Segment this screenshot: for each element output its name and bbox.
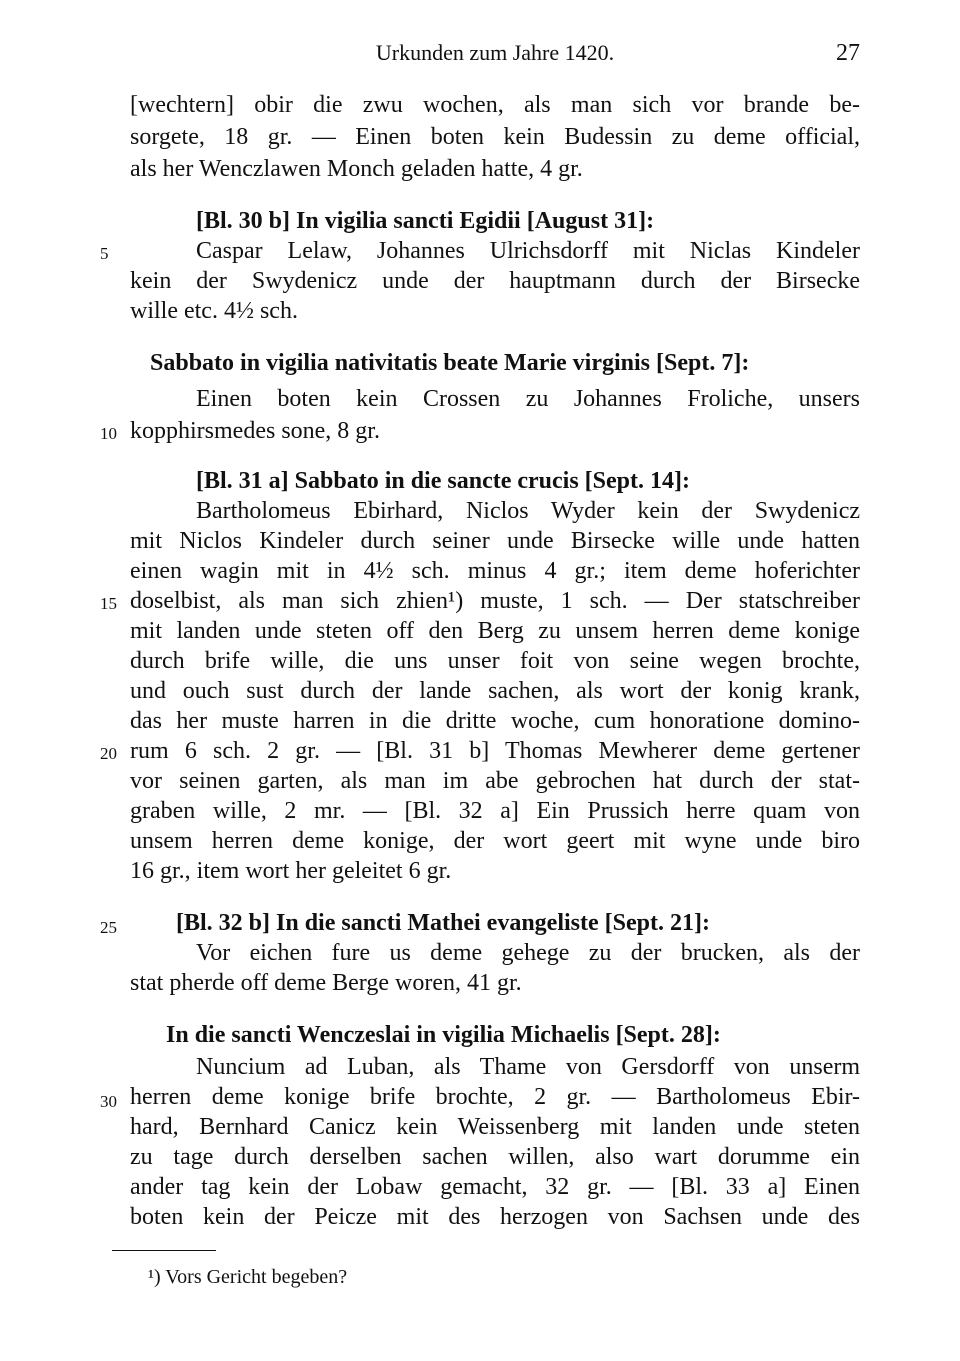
text-line: Vor eichen fure us deme gehege zu der brucken, als der	[196, 940, 860, 966]
text-line: rum 6 sch. 2 gr. — [Bl. 31 b] Thomas Mewherer deme gertener	[130, 738, 860, 764]
line-number: 10	[100, 424, 117, 443]
text-line: als her Wenczlawen Monch geladen hatte, 4 gr.	[130, 156, 583, 182]
text-line: [wechtern] obir die zwu wochen, als man sich vor brande be-	[130, 92, 860, 118]
line-number: 30	[100, 1092, 117, 1111]
text-line: Nuncium ad Luban, als Thame von Gersdorff von unserm	[196, 1054, 860, 1080]
text-line: kopphirsmedes sone, 8 gr.	[130, 418, 380, 444]
section-heading: [Bl. 32 b] In die sancti Mathei evangeliste [Sept. 21]:	[176, 910, 710, 936]
page-number: 27	[836, 40, 860, 66]
text-line: doselbist, als man sich zhien¹) muste, 1 sch. — Der statschreiber	[130, 588, 860, 614]
text-line: das her muste harren in die dritte woche, cum honoratione domino-	[130, 708, 860, 734]
line-number: 20	[100, 744, 117, 763]
section-heading: [Bl. 30 b] In vigilia sancti Egidii [August 31]:	[196, 208, 655, 234]
section-heading: Sabbato in vigilia nativitatis beate Marie virginis [Sept. 7]:	[150, 350, 750, 376]
running-title: Urkunden zum Jahre 1420.	[375, 40, 615, 65]
line-number: 25	[100, 918, 117, 937]
running-header	[130, 40, 860, 74]
text-line: Einen boten kein Crossen zu Johannes Froliche, unsers	[196, 386, 860, 412]
text-line: stat pherde off deme Berge woren, 41 gr.	[130, 970, 522, 996]
text-line: boten kein der Peicze mit des herzogen von Sachsen unde des	[130, 1204, 860, 1230]
section-heading: In die sancti Wenczeslai in vigilia Michaelis [Sept. 28]:	[166, 1022, 721, 1048]
text-line: sorgete, 18 gr. — Einen boten kein Budessin zu deme official,	[130, 124, 860, 150]
footnote-rule	[112, 1250, 216, 1251]
text-line: zu tage durch derselben sachen willen, also wart dorumme ein	[130, 1144, 860, 1170]
text-line: wille etc. 4½ sch.	[130, 298, 298, 324]
text-line: kein der Swydenicz unde der hauptmann durch der Birsecke	[130, 268, 860, 294]
text-line: und ouch sust durch der lande sachen, als wort der konig krank,	[130, 678, 860, 704]
text-line: einen wagin mit in 4½ sch. minus 4 gr.; item deme hoferichter	[130, 558, 860, 584]
text-line: herren deme konige brife brochte, 2 gr. — Bartholomeus Ebir-	[130, 1084, 860, 1110]
text-line: unsem herren deme konige, der wort geert mit wyne unde biro	[130, 828, 860, 854]
text-line: graben wille, 2 mr. — [Bl. 32 a] Ein Prussich herre quam von	[130, 798, 860, 824]
line-number: 15	[100, 594, 117, 613]
text-line: durch brife wille, die uns unser foit von seine wegen brochte,	[130, 648, 860, 674]
text-line: 16 gr., item wort her geleitet 6 gr.	[130, 858, 452, 884]
text-line: Caspar Lelaw, Johannes Ulrichsdorff mit Niclas Kindeler	[196, 238, 860, 264]
text-line: mit Niclos Kindeler durch seiner unde Birsecke wille unde hatten	[130, 528, 860, 554]
text-line: vor seinen garten, als man im abe gebrochen hat durch der stat-	[130, 768, 860, 794]
text-line: ander tag kein der Lobaw gemacht, 32 gr. — [Bl. 33 a] Einen	[130, 1174, 860, 1200]
text-line: Bartholomeus Ebirhard, Niclos Wyder kein der Swydenicz	[196, 498, 860, 524]
footnote: ¹) Vors Gericht begeben?	[148, 1266, 348, 1288]
text-line: hard, Bernhard Canicz kein Weissenberg mit landen unde steten	[130, 1114, 860, 1140]
section-heading: [Bl. 31 a] Sabbato in die sancte crucis [Sept. 14]:	[196, 468, 690, 494]
text-line: mit landen unde steten off den Berg zu unsem herren deme konige	[130, 618, 860, 644]
line-number: 5	[100, 244, 109, 263]
